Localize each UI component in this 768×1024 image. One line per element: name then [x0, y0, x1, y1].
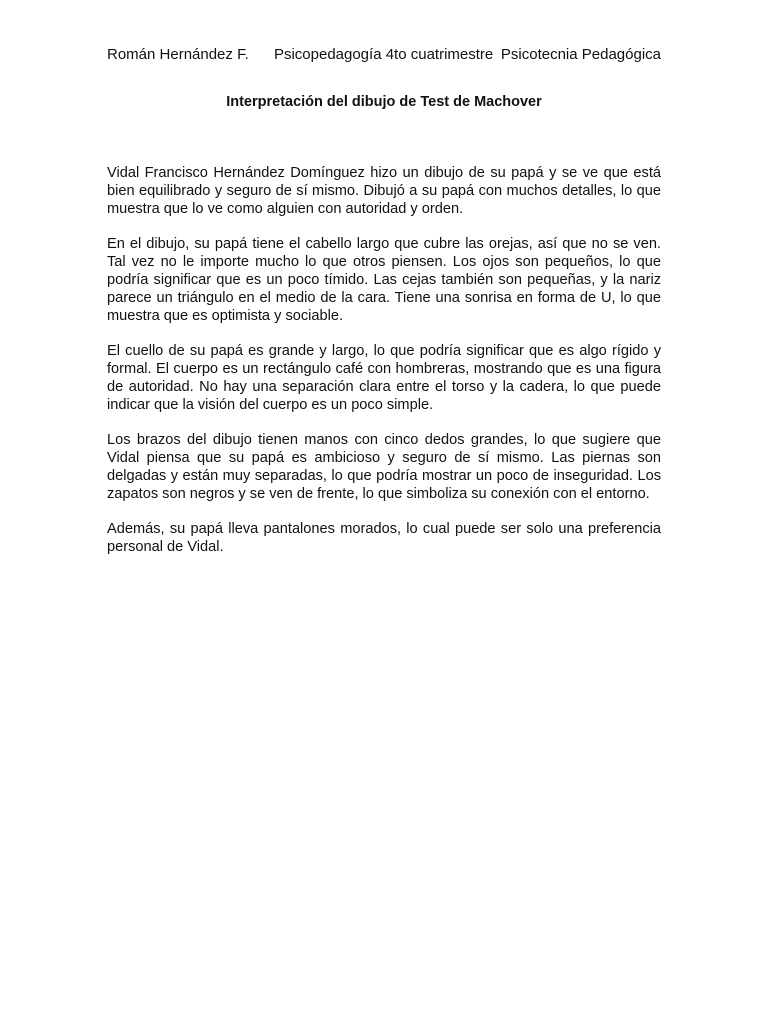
document-title: Interpretación del dibujo de Test de Machover: [226, 94, 542, 110]
header-subject: Psicotecnia Pedagógica: [500, 46, 661, 63]
document-page: [107, 44, 661, 573]
paragraph-1: Vidal Francisco Hernández Domínguez hizo un dibujo de su papá y se ve que está bien equilibrado y seguro de sí mismo. Dibujó a su papá con muchos detalles, lo que muestra que lo ve como alguien con autoridad y orden.: [107, 165, 661, 217]
document-header: [107, 44, 661, 66]
paragraph-3: El cuello de su papá es grande y largo, lo que podría significar que es algo rígido y formal. El cuerpo es un rectángulo café con hombreras, mostrando que es una figura de autoridad. No hay una separación clara entre el torso y la cadera, lo que puede indicar que la visión del cuerpo es un poco simple.: [107, 343, 661, 413]
paragraph-5: Además, su papá lleva pantalones morados, lo cual puede ser solo una preferencia personal de Vidal.: [107, 521, 661, 555]
document-body: [107, 164, 661, 556]
header-course: Psicopedagogía 4to cuatrimestre: [273, 46, 494, 63]
paragraph-2: En el dibujo, su papá tiene el cabello largo que cubre las orejas, así que no se ven. Tal vez no le importe mucho lo que otros piensen. Los ojos son pequeños, lo que podría significar que es un poco tímido. Las cejas también son pequeñas, y la nariz parece un triángulo en el medio de la cara. Tiene una sonrisa en forma de U, lo que muestra que es optimista y sociable.: [107, 236, 661, 324]
paragraph-4: Los brazos del dibujo tienen manos con cinco dedos grandes, lo que sugiere que Vidal piensa que su papá es ambicioso y seguro de sí mismo. Las piernas son delgadas y están muy separadas, lo que podría mostrar un poco de inseguridad. Los zapatos son negros y se ven de frente, lo que simboliza su conexión con el entorno.: [107, 432, 661, 502]
header-author: Román Hernández F.: [107, 46, 249, 63]
